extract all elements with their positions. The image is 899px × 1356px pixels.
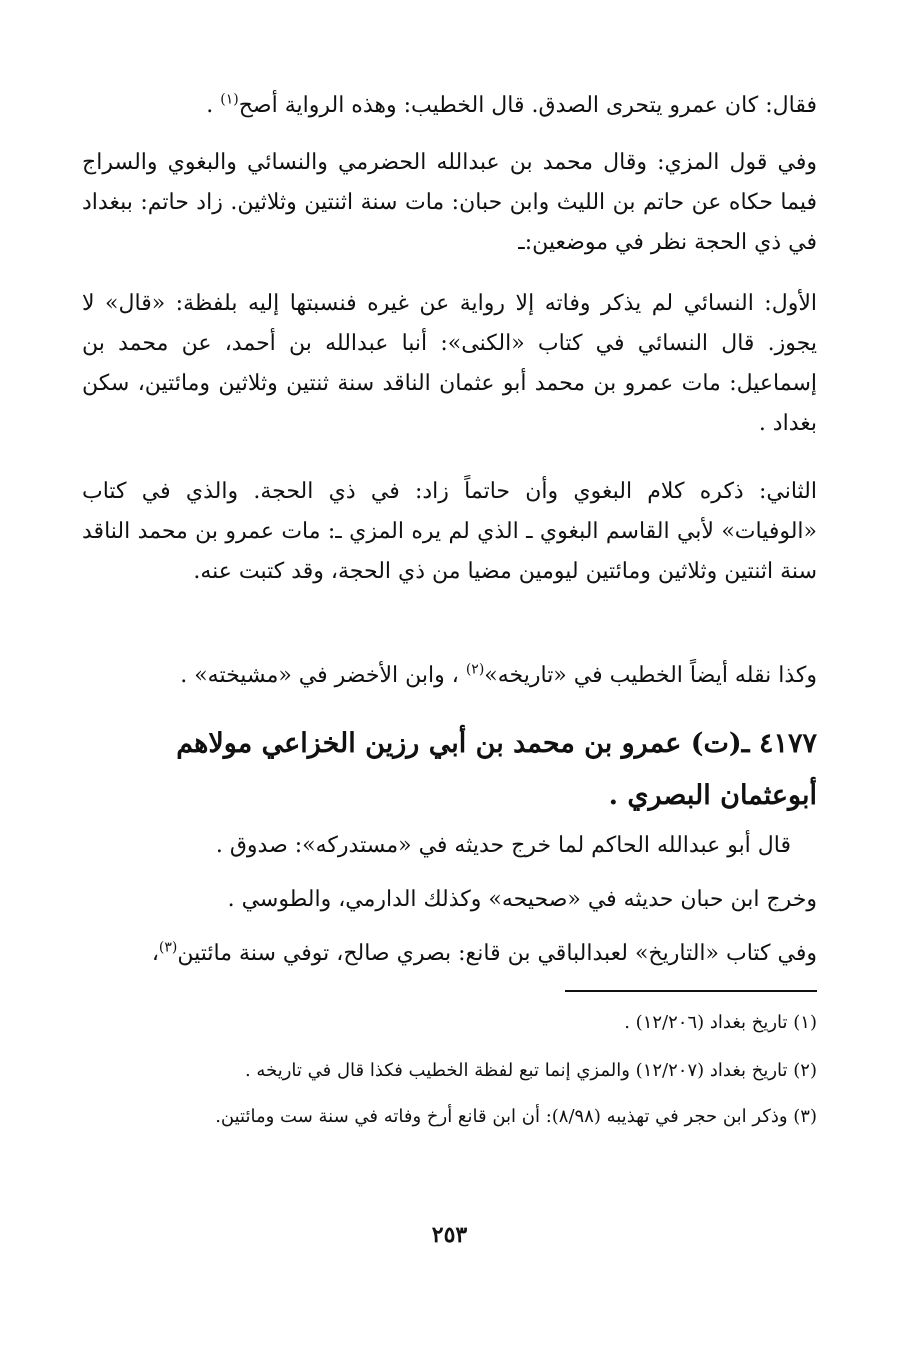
paragraph-ibn-hibban: وخرج ابن حبان حديثه في «صحيحه» وكذلك الدارمي، والطوسي . bbox=[227, 887, 817, 912]
page-number: ٢٥٣ bbox=[431, 1222, 468, 1248]
footnote-ref-3: (٣) bbox=[158, 939, 178, 956]
paragraph-5-end: ، وابن الأخضر في «مشيخته» . bbox=[180, 663, 466, 688]
footnote-1: (١) تاريخ بغداد (١٢/٢٠٦) . bbox=[624, 1012, 817, 1033]
footnote-3: (٣) وذكر ابن حجر في تهذيبه (٨/٩٨): أن ابن قانع أرخ وفاته في سنة ست ومائتين. bbox=[215, 1106, 817, 1127]
entry-heading: ٤١٧٧ ـ(ت) عمرو بن محمد بن أبي رزين الخزاعي مولاهم أبوعثمان البصري . bbox=[176, 728, 817, 811]
paragraph-3: الأول: النسائي لم يذكر وفاته إلا رواية عن غيره فنسبتها إليه بلفظة: «قال» لا يجوز. قال النسائي في كتاب «الكنى»: أنبا عبدالله بن أحمد، عن محمد بن إسماعيل: مات عمرو بن محمد أبو عثمان الناقد سنة ثنتين وثلاثين ومائتين، سكن بغداد . bbox=[82, 291, 817, 436]
paragraph-5 bbox=[82, 656, 817, 696]
footnote-ref-2: (٢) bbox=[465, 661, 485, 678]
paragraph-1-end: . bbox=[206, 93, 221, 118]
paragraph-1 bbox=[82, 86, 817, 126]
paragraph-ibn-qani-text: وفي كتاب «التاريخ» لعبدالباقي بن قانع: بصري صالح، توفي سنة مائتين bbox=[177, 941, 817, 966]
footnote-ref-1: (١) bbox=[220, 91, 239, 108]
paragraph-ibn-qani bbox=[82, 934, 817, 974]
paragraph-5-text: وكذا نقله أيضاً الخطيب في «تاريخه» bbox=[484, 663, 817, 688]
paragraph-1-text: فقال: كان عمرو يتحرى الصدق. قال الخطيب: وهذه الرواية أصح bbox=[238, 93, 817, 118]
footnote-2: (٢) تاريخ بغداد (١٢/٢٠٧) والمزي إنما تبع لفظة الخطيب فكذا قال في تاريخه . bbox=[244, 1060, 817, 1081]
footnote-divider bbox=[565, 990, 817, 992]
paragraph-hakim: قال أبو عبدالله الحاكم لما خرج حديثه في «مستدركه»: صدوق . bbox=[215, 833, 791, 858]
paragraph-2: وفي قول المزي: وقال محمد بن عبدالله الحضرمي والنسائي والبغوي والسراج فيما حكاه عن حاتم بن الليث وابن حبان: مات سنة اثنتين وثلاثين. زاد حاتم: ببغداد في ذي الحجة نظر في موضعين:ـ bbox=[82, 150, 817, 255]
paragraph-ibn-qani-end: ، bbox=[151, 941, 159, 966]
paragraph-4: الثاني: ذكره كلام البغوي وأن حاتماً زاد: في ذي الحجة. والذي في كتاب «الوفيات» لأبي القاسم البغوي ـ الذي لم يره المزي ـ: مات عمرو بن محمد الناقد سنة اثنتين وثلاثين ومائتين ليومين مضيا من ذي الحجة، وقد كتبت عنه. bbox=[82, 479, 817, 584]
